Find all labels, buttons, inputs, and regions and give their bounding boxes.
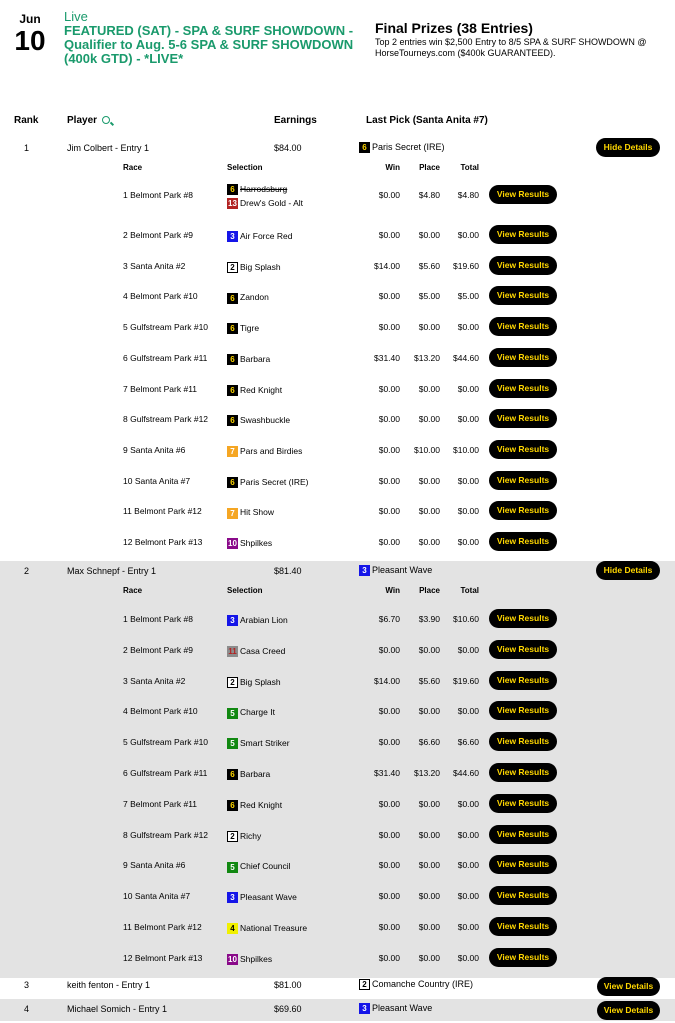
race-name: 8 Gulfstream Park #12 (123, 414, 209, 425)
selection-primary (227, 182, 303, 196)
selection-horse: Casa Creed (240, 645, 286, 656)
selection-horse: Smart Striker (240, 738, 290, 749)
view-results-button[interactable]: View Results (489, 671, 557, 690)
race-win: $0.00 (378, 444, 400, 455)
race-place: $0.00 (418, 829, 440, 840)
race-row (0, 312, 675, 342)
selection-primary (227, 444, 302, 458)
race-row (0, 527, 675, 557)
view-results-button[interactable]: View Results (489, 640, 557, 659)
selection-primary (227, 952, 272, 966)
view-results-button[interactable]: View Results (489, 471, 557, 490)
race-place: $0.00 (418, 322, 440, 333)
race-place: $5.00 (418, 291, 440, 302)
post-number-badge: 3 (359, 565, 370, 576)
view-results-button[interactable]: View Results (489, 855, 557, 874)
selection-horse: Shpilkes (240, 953, 273, 964)
selection-horse: Harrodsburg (240, 184, 288, 194)
race-place: $0.00 (418, 860, 440, 871)
player-column-label: Player (67, 115, 98, 126)
selection-horse: Red Knight (240, 384, 283, 395)
entry-player[interactable]: Michael Somich - Entry 1 (67, 1004, 168, 1014)
race-row (0, 496, 675, 526)
place-column-header: Place (419, 163, 440, 172)
selection-horse: Pleasant Wave (240, 892, 297, 903)
race-selection (227, 829, 261, 843)
post-number-badge: 3 (227, 615, 238, 626)
race-place: $0.00 (418, 891, 440, 902)
race-win: $14.00 (374, 675, 400, 686)
selection-primary (227, 290, 269, 304)
selection-horse: Barbara (240, 769, 271, 779)
selection-primary (227, 475, 309, 489)
entry-earnings: $81.40 (274, 566, 302, 576)
race-place: $0.00 (418, 706, 440, 717)
race-win: $0.00 (378, 230, 400, 240)
post-number-badge: 13 (228, 199, 237, 209)
selection-primary (227, 705, 275, 719)
race-win: $0.00 (378, 506, 400, 517)
race-name: 6 Gulfstream Park #11 (123, 352, 208, 363)
entry-row (0, 561, 675, 978)
race-total: $0.00 (457, 644, 479, 655)
race-name: 5 Gulfstream Park #10 (123, 737, 209, 748)
selection-primary (227, 613, 288, 627)
race-selection (227, 383, 282, 397)
selection-horse: Red Knight (240, 799, 283, 810)
view-results-button[interactable]: View Results (489, 825, 557, 844)
post-number-badge: 5 (227, 708, 238, 719)
race-win: $14.00 (374, 260, 400, 271)
entry-rank: 3 (24, 980, 30, 990)
race-total: $0.00 (457, 891, 479, 902)
event-day: 10 (14, 25, 46, 56)
post-number-badge: 10 (228, 539, 237, 549)
race-row (0, 789, 675, 819)
race-selection (227, 767, 270, 781)
selection-primary (227, 859, 291, 873)
entry-rank: 4 (24, 1004, 30, 1014)
race-name: 10 Santa Anita #7 (123, 891, 191, 902)
race-name: 9 Santa Anita #6 (123, 860, 186, 871)
race-place: $3.90 (418, 614, 440, 624)
race-name: 12 Belmont Park #13 (123, 537, 203, 547)
race-name: 6 Gulfstream Park #11 (123, 768, 208, 778)
race-total: $4.80 (457, 190, 479, 200)
prizes-description: Top 2 entries win $2,500 Entry to 8/5 SPA & SURF SHOWDOWN @ HorseTourneys.com ($400k GUARANTEED). (375, 37, 647, 58)
selection-primary (227, 798, 282, 812)
view-results-button[interactable]: View Results (489, 886, 557, 905)
view-results-button[interactable]: View Results (489, 701, 557, 720)
selection-primary (227, 413, 290, 427)
entry-player[interactable]: Max Schnepf - Entry 1 (67, 566, 157, 576)
post-number-badge: 6 (227, 477, 238, 488)
race-name: 11 Belmont Park #12 (123, 922, 202, 932)
total-column-header: Total (460, 586, 479, 595)
last-pick-horse: Comanche Country (IRE) (372, 979, 474, 989)
post-number-badge: 3 (227, 892, 238, 903)
selection-primary (227, 890, 297, 904)
selection-alternate (227, 196, 303, 210)
view-results-button[interactable]: View Results (489, 379, 557, 398)
view-results-button[interactable]: View Results (489, 948, 557, 967)
race-win: $0.00 (378, 414, 400, 425)
hide-details-button[interactable]: Hide Details (596, 138, 660, 157)
selection-primary (227, 736, 290, 750)
entry-player[interactable]: keith fenton - Entry 1 (67, 980, 151, 990)
view-results-button[interactable]: View Results (489, 794, 557, 813)
race-selection (227, 798, 282, 812)
post-number-badge: 5 (227, 738, 238, 749)
entry-player[interactable]: Jim Colbert - Entry 1 (67, 143, 150, 153)
view-results-button[interactable]: View Results (489, 440, 557, 459)
race-total: $44.60 (453, 768, 479, 778)
view-results-button[interactable]: View Results (489, 185, 557, 204)
race-win: $0.00 (378, 537, 400, 547)
race-selection (227, 352, 270, 366)
entry-earnings: $69.60 (274, 1004, 302, 1014)
selection-horse: Richy (240, 830, 262, 841)
event-month: Jun (19, 12, 41, 26)
race-total: $0.00 (457, 537, 479, 547)
race-row (0, 758, 675, 788)
race-place: $0.00 (418, 506, 440, 517)
post-number-badge: 3 (227, 231, 238, 242)
race-win: $0.00 (378, 383, 400, 394)
race-row (0, 820, 675, 850)
selection-column-header: Selection (227, 586, 263, 595)
race-total: $0.00 (457, 922, 479, 932)
race-total: $0.00 (457, 506, 479, 517)
post-number-badge: 6 (227, 323, 238, 334)
race-name: 2 Belmont Park #9 (123, 644, 193, 655)
post-number-badge: 11 (228, 647, 237, 657)
race-total: $0.00 (457, 383, 479, 394)
race-row (0, 180, 675, 210)
last-pick-horse: Pleasant Wave (372, 565, 433, 575)
last-pick-horse: Pleasant Wave (372, 1003, 433, 1013)
race-name: 1 Belmont Park #8 (123, 614, 193, 624)
race-place: $0.00 (418, 414, 440, 425)
race-row (0, 850, 675, 880)
view-results-button[interactable]: View Results (489, 225, 557, 244)
live-status: Live (64, 9, 88, 24)
selection-primary (227, 675, 281, 689)
selection-horse: Barbara (240, 353, 271, 364)
selection-primary (227, 536, 272, 550)
race-selection (227, 290, 269, 304)
selection-horse: Big Splash (240, 676, 281, 687)
post-number-badge: 2 (227, 262, 238, 273)
race-place: $0.00 (418, 952, 440, 963)
event-title: FEATURED (SAT) - SPA & SURF SHOWDOWN - Qualifier to Aug. 5-6 SPA & SURF SHOWDOWN (400k GTD) - *LIVE* (64, 23, 354, 66)
race-selection (227, 952, 272, 966)
race-total: $0.00 (457, 798, 479, 809)
post-number-badge: 5 (227, 862, 238, 873)
race-selection (227, 921, 307, 935)
selection-horse: Big Splash (240, 261, 281, 272)
selection-horse: Zandon (240, 292, 269, 303)
race-row (0, 466, 675, 496)
selection-primary (227, 921, 307, 935)
race-column-header: Race (123, 586, 143, 595)
selection-horse: Paris Secret (IRE) (240, 476, 309, 487)
race-name: 2 Belmont Park #9 (123, 230, 193, 240)
race-total: $0.00 (457, 860, 479, 871)
race-win: $0.00 (378, 798, 400, 809)
selection-horse: Air Force Red (240, 231, 293, 241)
race-place: $10.00 (414, 444, 440, 455)
race-selection (227, 475, 309, 489)
race-win: $0.00 (378, 706, 400, 717)
search-icon[interactable] (102, 116, 110, 124)
race-selection (227, 859, 291, 873)
race-name: 1 Belmont Park #8 (123, 190, 193, 200)
selection-primary (227, 767, 270, 781)
post-number-badge: 6 (359, 142, 370, 153)
race-selection (227, 890, 297, 904)
selection-column-header: Selection (227, 163, 263, 172)
total-column-header: Total (460, 163, 479, 172)
selection-horse: Swashbuckle (240, 415, 291, 426)
post-number-badge: 3 (359, 1003, 370, 1014)
race-name: 7 Belmont Park #11 (123, 383, 198, 394)
win-column-header: Win (385, 586, 400, 595)
selection-horse: Pars and Birdies (240, 445, 303, 456)
view-results-button[interactable]: View Results (489, 317, 557, 336)
race-name: 3 Santa Anita #2 (123, 675, 186, 686)
race-win: $0.00 (378, 860, 400, 871)
race-selection (227, 736, 290, 750)
selection-primary (227, 352, 270, 366)
race-row (0, 727, 675, 757)
race-place: $5.60 (418, 260, 440, 271)
race-name: 11 Belmont Park #12 (123, 506, 202, 517)
race-win: $0.00 (378, 475, 400, 486)
post-number-badge: 2 (359, 979, 370, 990)
race-win: $31.40 (374, 352, 400, 363)
post-number-badge: 6 (227, 769, 238, 780)
selection-horse: Shpilkes (240, 538, 273, 548)
race-win: $0.00 (378, 291, 400, 302)
race-total: $19.60 (453, 675, 479, 686)
post-number-badge: 7 (227, 446, 238, 457)
race-place: $6.60 (418, 737, 440, 748)
race-total: $0.00 (457, 829, 479, 840)
race-name: 4 Belmont Park #10 (123, 291, 198, 302)
last-pick-horse: Paris Secret (IRE) (372, 142, 445, 152)
race-selection (227, 705, 275, 719)
race-place: $0.00 (418, 644, 440, 655)
view-results-button[interactable]: View Results (489, 532, 557, 551)
race-row (0, 251, 675, 281)
selection-primary (227, 644, 285, 658)
race-row (0, 943, 675, 973)
race-win: $0.00 (378, 829, 400, 840)
rank-column-header: Rank (14, 115, 39, 126)
view-results-button[interactable]: View Results (489, 763, 557, 782)
entry-row (0, 975, 675, 997)
race-column-header: Race (123, 163, 143, 172)
view-results-button[interactable]: View Results (489, 286, 557, 305)
win-column-header: Win (385, 163, 400, 172)
race-place: $13.20 (414, 352, 440, 363)
race-row (0, 696, 675, 726)
race-row (0, 343, 675, 373)
race-win: $0.00 (378, 190, 400, 200)
race-win: $0.00 (378, 322, 400, 333)
race-total: $0.00 (457, 414, 479, 425)
selection-horse: National Treasure (240, 923, 308, 933)
race-total: $0.00 (457, 706, 479, 717)
race-win: $0.00 (378, 891, 400, 902)
race-place: $0.00 (418, 798, 440, 809)
hide-details-button[interactable]: Hide Details (596, 561, 660, 580)
race-place: $0.00 (418, 383, 440, 394)
selection-primary (227, 260, 281, 274)
entry-last-pick (359, 142, 445, 153)
race-row (0, 635, 675, 665)
selection-primary (227, 321, 259, 335)
selection-primary (227, 229, 292, 243)
player-column-header (67, 115, 110, 126)
view-results-button[interactable]: View Results (489, 256, 557, 275)
selection-horse: Charge It (240, 707, 275, 718)
race-selection (227, 260, 281, 274)
race-place: $0.00 (418, 475, 440, 486)
entry-rank: 2 (24, 566, 30, 576)
race-place: $5.60 (418, 675, 440, 686)
race-selection (227, 321, 259, 335)
post-number-badge: 4 (227, 923, 238, 934)
race-selection (227, 229, 292, 243)
race-total: $44.60 (453, 352, 479, 363)
race-win: $31.40 (374, 768, 400, 778)
race-name: 9 Santa Anita #6 (123, 444, 186, 455)
selection-primary (227, 829, 261, 843)
last-pick-column-header: Last Pick (Santa Anita #7) (366, 115, 488, 126)
post-number-badge: 6 (227, 800, 238, 811)
entry-rank: 1 (24, 143, 30, 153)
race-name: 4 Belmont Park #10 (123, 706, 198, 717)
post-number-badge: 6 (227, 385, 238, 396)
view-details-button[interactable]: View Details (597, 977, 660, 996)
selection-horse: Arabian Lion (240, 615, 288, 625)
race-selection (227, 536, 272, 550)
post-number-badge: 2 (227, 677, 238, 688)
view-results-button[interactable]: View Results (489, 348, 557, 367)
race-total: $6.60 (457, 737, 479, 748)
entry-earnings: $84.00 (274, 143, 302, 153)
view-details-button[interactable]: View Details (597, 1001, 660, 1020)
race-name: 12 Belmont Park #13 (123, 952, 203, 963)
race-total: $0.00 (457, 952, 479, 963)
event-header (0, 0, 675, 100)
race-selection (227, 182, 303, 210)
race-total: $0.00 (457, 230, 479, 240)
race-place: $0.00 (418, 537, 440, 547)
race-total: $0.00 (457, 475, 479, 486)
alternate-horse: Drew's Gold - Alt (240, 198, 304, 208)
earnings-column-header: Earnings (274, 115, 317, 126)
race-win: $0.00 (378, 952, 400, 963)
post-number-badge: 7 (227, 508, 238, 519)
view-results-button[interactable]: View Results (489, 409, 557, 428)
race-selection (227, 644, 285, 658)
race-row (0, 881, 675, 911)
post-number-badge: 6 (227, 293, 238, 304)
place-column-header: Place (419, 586, 440, 595)
race-win: $0.00 (378, 922, 400, 932)
race-place: $4.80 (418, 190, 440, 200)
race-row (0, 666, 675, 696)
view-results-button[interactable]: View Results (489, 917, 557, 936)
entry-last-pick (359, 1003, 432, 1014)
race-selection (227, 613, 288, 627)
race-row (0, 404, 675, 434)
post-number-badge: 6 (227, 184, 238, 195)
race-row (0, 435, 675, 465)
race-selection (227, 505, 274, 519)
race-win: $0.00 (378, 644, 400, 655)
race-name: 3 Santa Anita #2 (123, 260, 186, 271)
post-number-badge: 2 (227, 831, 238, 842)
race-selection (227, 413, 290, 427)
race-name: 10 Santa Anita #7 (123, 475, 191, 486)
selection-horse: Tigre (240, 323, 260, 334)
entry-row (0, 138, 675, 555)
selection-primary (227, 505, 274, 519)
event-date (10, 12, 50, 56)
entry-row (0, 999, 675, 1021)
race-selection (227, 675, 281, 689)
selection-primary (227, 383, 282, 397)
race-place: $0.00 (418, 230, 440, 240)
race-total: $10.00 (453, 444, 479, 455)
view-results-button[interactable]: View Results (489, 732, 557, 751)
race-total: $10.60 (453, 614, 479, 624)
race-name: 8 Gulfstream Park #12 (123, 829, 209, 840)
race-row (0, 604, 675, 634)
prizes-title: Final Prizes (38 Entries) (375, 20, 533, 36)
view-results-button[interactable]: View Results (489, 501, 557, 520)
race-row (0, 281, 675, 311)
post-number-badge: 6 (227, 354, 238, 365)
entry-earnings: $81.00 (274, 980, 302, 990)
race-total: $5.00 (457, 291, 479, 302)
race-name: 7 Belmont Park #11 (123, 798, 198, 809)
selection-horse: Chief Council (240, 861, 291, 872)
race-row (0, 220, 675, 250)
entry-last-pick (359, 979, 473, 990)
race-win: $0.00 (378, 737, 400, 748)
race-total: $0.00 (457, 322, 479, 333)
view-results-button[interactable]: View Results (489, 609, 557, 628)
race-selection (227, 444, 302, 458)
race-row (0, 912, 675, 942)
race-win: $6.70 (378, 614, 400, 624)
post-number-badge: 10 (228, 955, 237, 965)
post-number-badge: 6 (227, 415, 238, 426)
selection-horse: Hit Show (240, 507, 275, 518)
race-total: $19.60 (453, 260, 479, 271)
race-place: $0.00 (418, 922, 440, 932)
race-row (0, 374, 675, 404)
entry-last-pick (359, 565, 432, 576)
race-place: $13.20 (414, 768, 440, 778)
race-name: 5 Gulfstream Park #10 (123, 322, 209, 333)
